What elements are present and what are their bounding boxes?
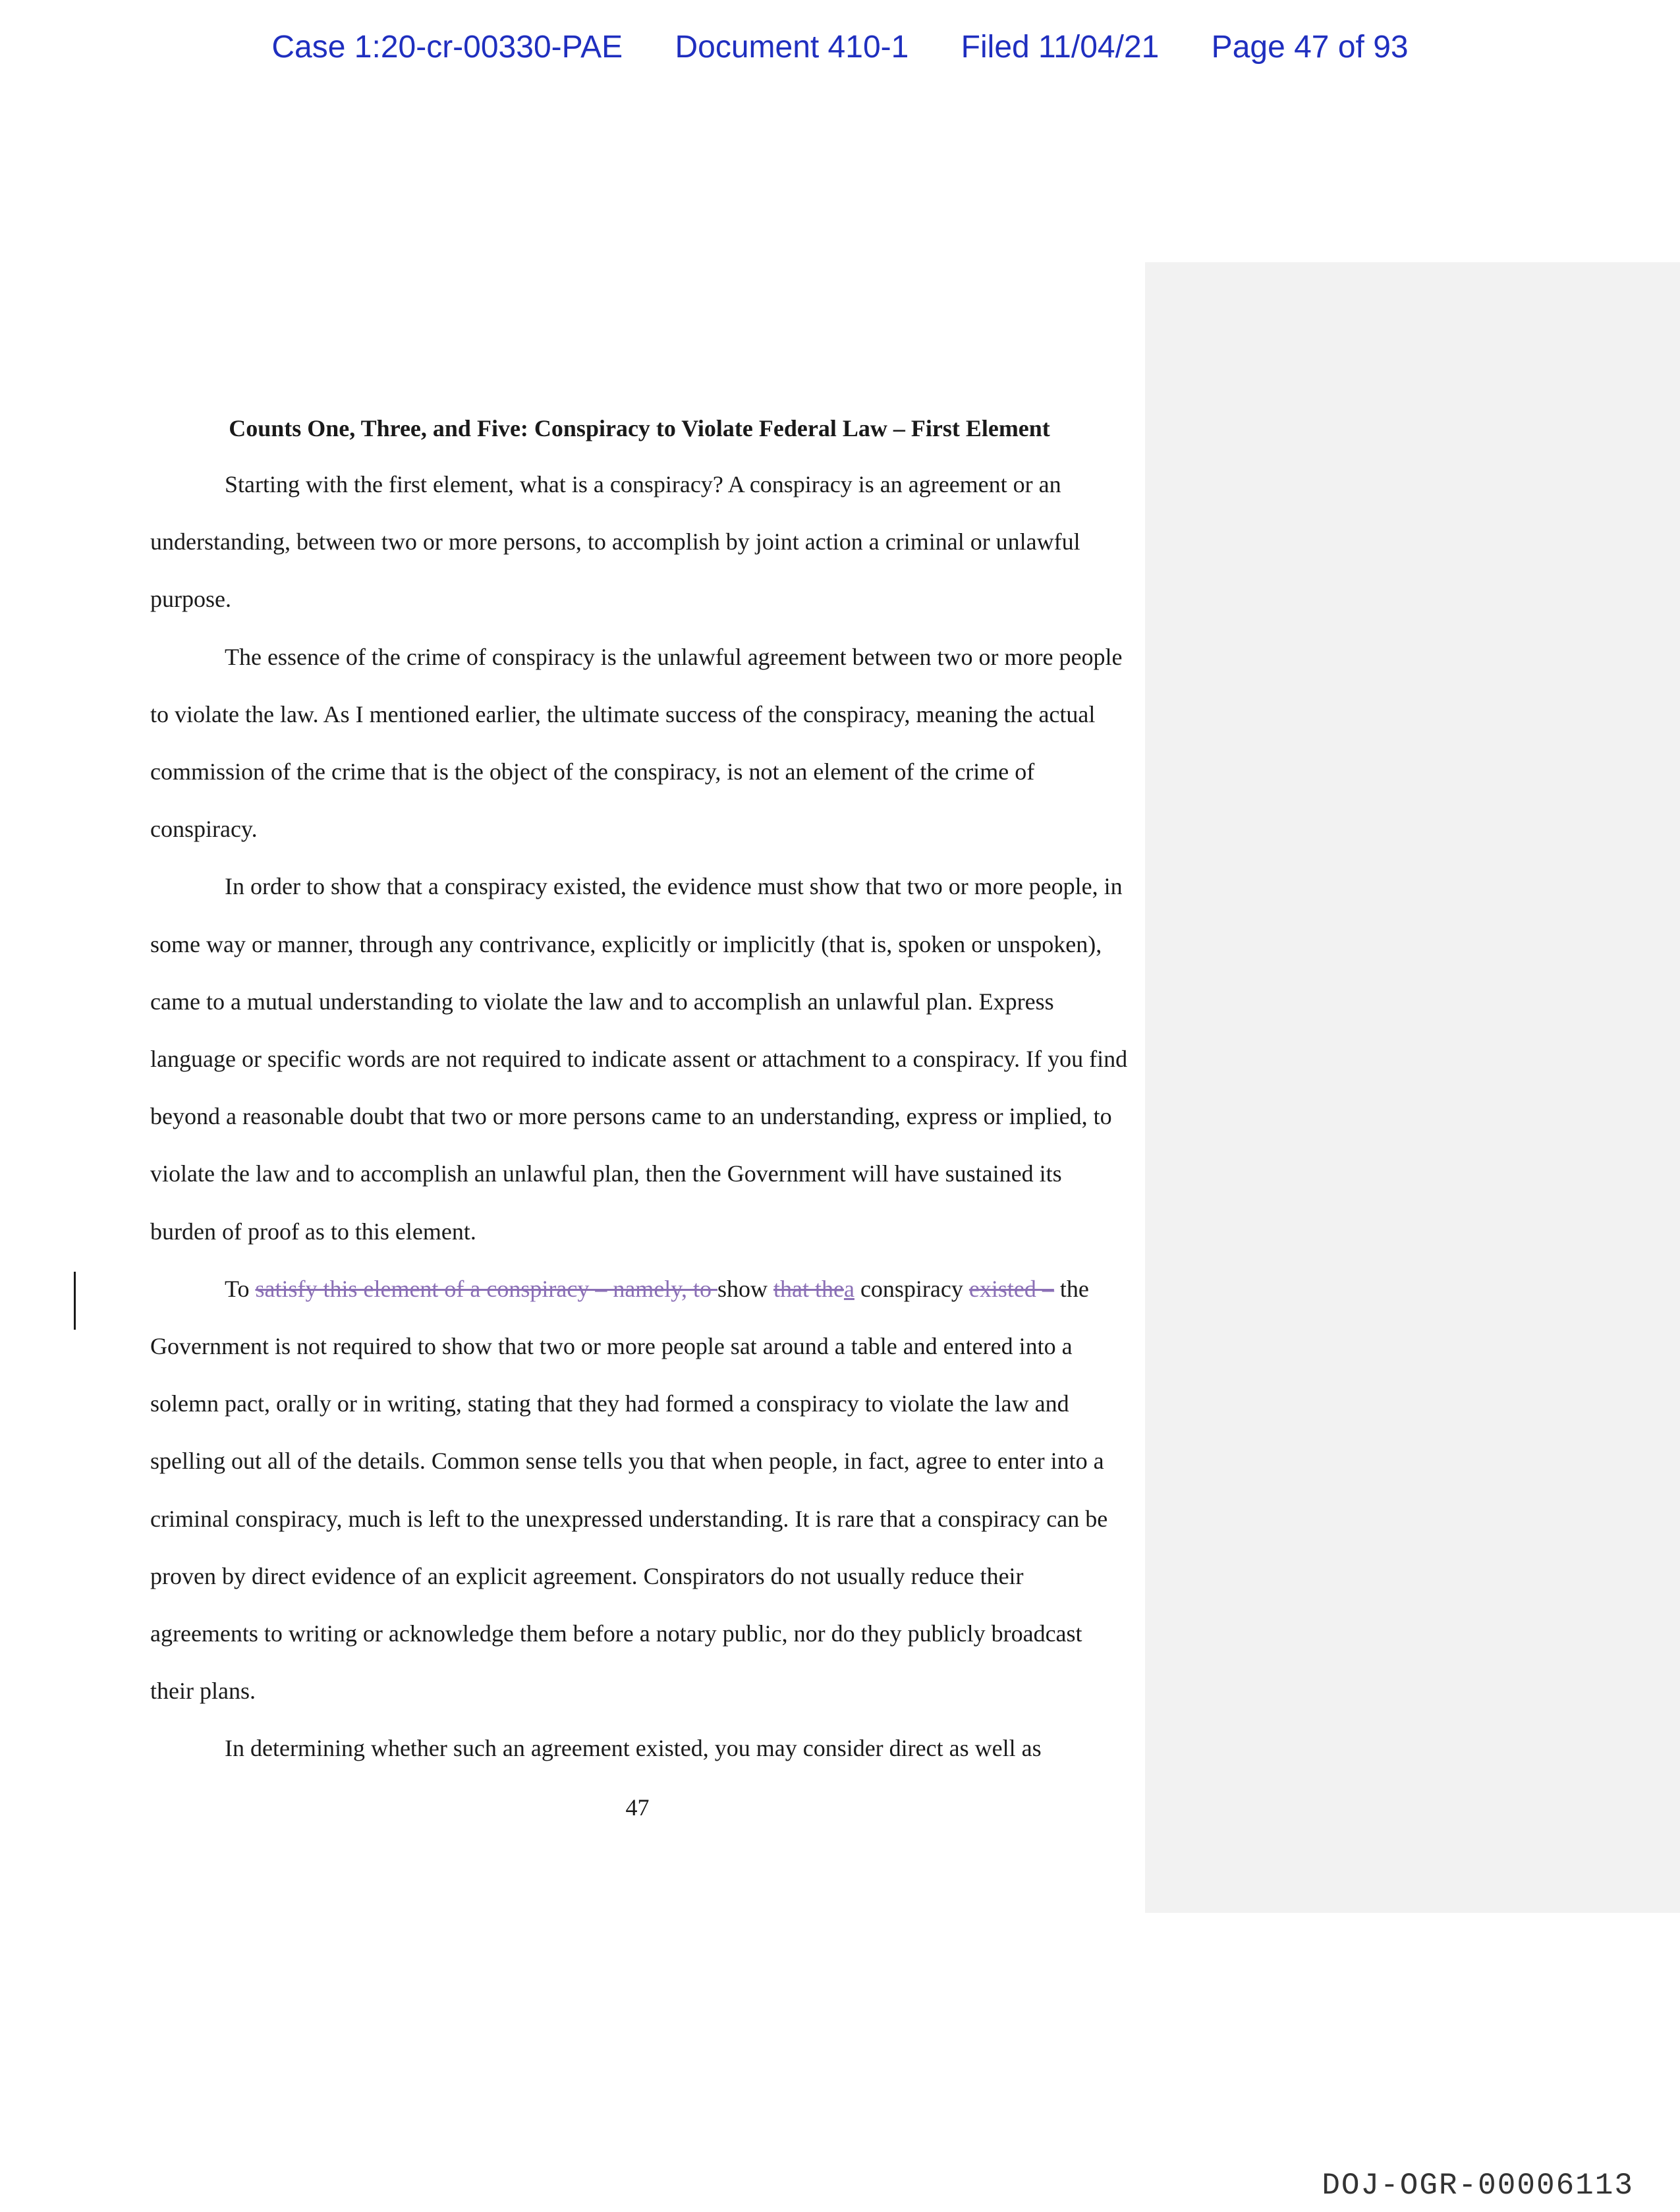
text-run: the Government is not required to show that two or more people sat around a table and entered into a solemn pact, orally or in writing, stating that they had formed a conspiracy to violate the law and spelling out all of the details. Common sense tells you that when people, in fact, agree to enter into a criminal conspiracy, much is left to the unexpressed understanding. It is rare that a conspiracy can be proven by direct evidence of an explicit agreement. Conspirators do not usually reduce their agreements to writing or acknowledge them before a notary public, nor do they publicly broadcast their plans. (150, 1275, 1108, 1705)
document-body (150, 409, 1129, 1778)
paragraph-3: In order to show that a conspiracy existed, the evidence must show that two or more people, in some way or manner, through any contrivance, explicitly or implicitly (that is, spoken or unspoken), came to a mutual understanding to violate the law and to accomplish an unlawful plan. Express language or specific words are not required to indicate assent or attachment to a conspiracy. If you find beyond a reasonable doubt that two or more persons came to an understanding, express or implied, to violate the law and to accomplish an unlawful plan, then the Government will have sustained its burden of proof as to this element. (150, 873, 1128, 1245)
deleted-text: satisfy this element of a conspiracy – namely, to (255, 1275, 717, 1302)
deleted-text: existed – (968, 1275, 1054, 1302)
revision-change-bar (74, 1272, 76, 1330)
filing-header (0, 29, 1680, 65)
filed-date: Filed 11/04/21 (961, 30, 1160, 65)
text-run: show (717, 1275, 773, 1302)
page-number: 47 (625, 1794, 650, 1821)
page-indicator: Page 47 of 93 (1211, 30, 1409, 65)
comment-pane (1145, 262, 1680, 1913)
deleted-text: that the (773, 1275, 844, 1302)
text-run: To (225, 1275, 256, 1302)
inserted-text: a (843, 1275, 854, 1302)
paragraph-5: In determining whether such an agreement existed, you may consider direct as well as (225, 1735, 1042, 1762)
text-run: conspiracy (854, 1275, 969, 1302)
paragraph-1: Starting with the first element, what is a conspiracy? A conspiracy is an agreement or an understanding, between two or more persons, to accomplish by joint action a criminal or unlawful purpose. (150, 471, 1080, 613)
document-number: Document 410-1 (675, 30, 909, 65)
bates-number: DOJ-OGR-00006113 (1322, 2169, 1634, 2203)
section-heading: Counts One, Three, and Five: Conspiracy to Violate Federal Law – First Element (229, 415, 1050, 441)
paragraph-4 (150, 1261, 1129, 1720)
paragraph-2: The essence of the crime of conspiracy is the unlawful agreement between two or more people to violate the law. As I mentioned earlier, the ultimate success of the conspiracy, meaning the actual commission of the crime that is the object of the conspiracy, is not an element of the crime of conspiracy. (150, 643, 1123, 843)
case-number: Case 1:20-cr-00330-PAE (271, 30, 623, 65)
